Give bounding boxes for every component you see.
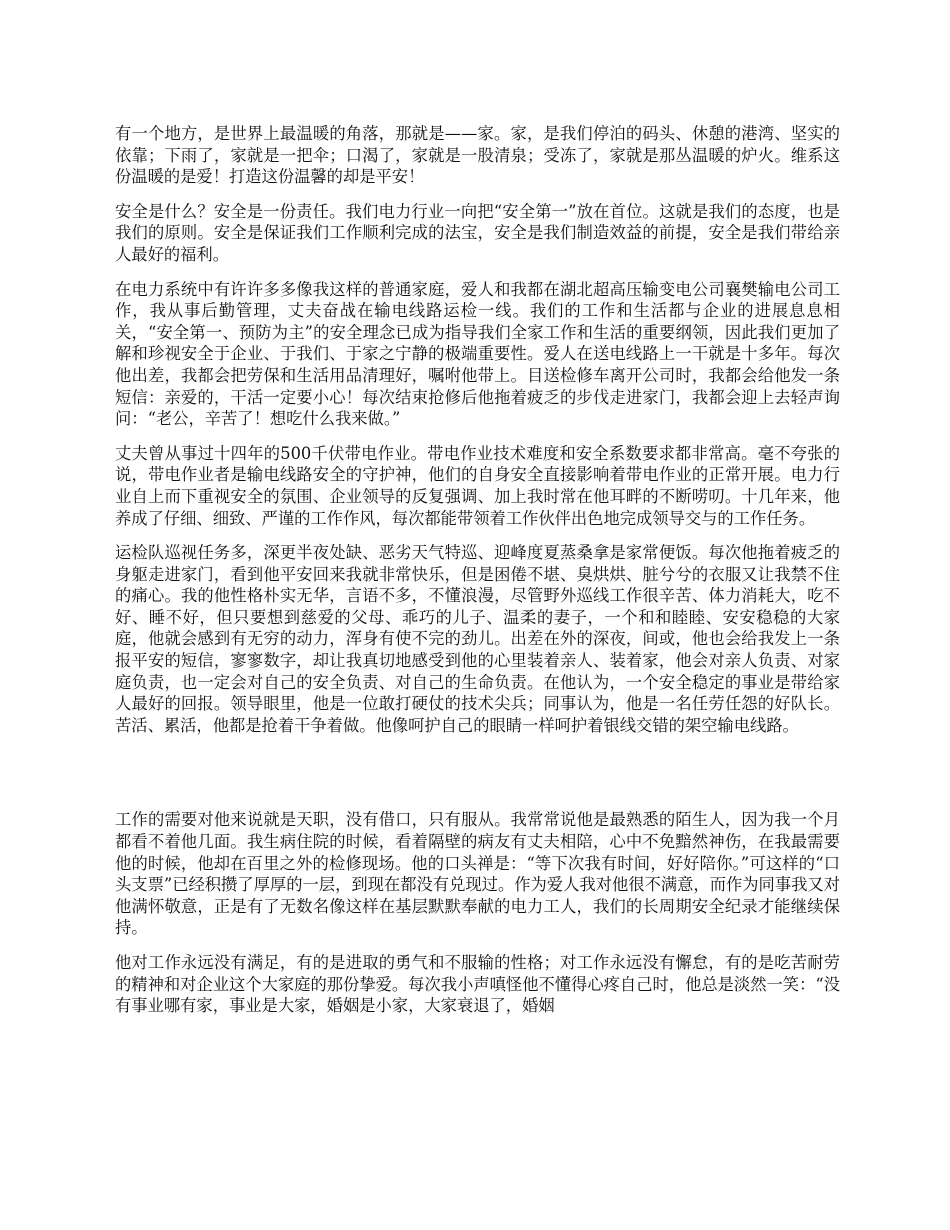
paragraph-3: 在电力系统中有许许多多像我这样的普通家庭，爱人和我都在湖北超高压输变电公司襄樊输电公司工作，我从事后勤管理，丈夫奋战在输电线路运检一线。我们的工作和生活都与企业的进展息息相关，“安全第一、预防为主”的安全理念已成为指导我们全家工作和生活的重要纲领，因此我们更加了解和珍视安全于企业、于我们、于家之宁静的极端重要性。爱人在送电线路上一干就是十多年。每次他出差，我都会把劳保和生活用品清理好，嘱咐他带上。目送检修车离开公司时，我都会给他发一条短信：亲爱的，干活一定要小心！每次结束抢修后他拖着疲乏的步伐走进家门，我都会迎上去轻声询问：“老公，辛苦了！想吃什么我来做。” bbox=[115, 279, 840, 429]
paragraph-5: 运检队巡视任务多，深更半夜处缺、恶劣天气特巡、迎峰度夏蒸桑拿是家常便饭。每次他拖着疲乏的身躯走进家门，看到他平安回来我就非常快乐，但是困倦不堪、臭烘烘、脏兮兮的衣服又让我禁不住的痛心。我的他性格朴实无华，言语不多，不懂浪漫，尽管野外巡线工作很辛苦、体力消耗大，吃不好、睡不好，但只要想到慈爱的父母、乖巧的儿子、温柔的妻子，一个和和睦睦、安安稳稳的大家庭，他就会感到有无穷的动力，浑身有使不完的劲儿。出差在外的深夜，间或，他也会给我发上一条报平安的短信，寥寥数字，却让我真切地感受到他的心里装着亲人、装着家，他会对亲人负责、对家庭负责，也一定会对自己的安全负责、对自己的生命负责。在他认为，一个安全稳定的事业是带给家人最好的回报。领导眼里，他是一位敢打硬仗的技术尖兵；同事认为，他是一名任劳任怨的好队长。苦活、累活，他都是抢着干争着做。他像呵护自己的眼睛一样呵护着银线交错的架空输电线路。 bbox=[115, 543, 840, 735]
paragraph-2: 安全是什么？安全是一份责任。我们电力行业一向把“安全第一”放在首位。这就是我们的态度，也是我们的原则。安全是保证我们工作顺利完成的法宝，安全是我们制造效益的前提，安全是我们带给亲人最好的福利。 bbox=[115, 201, 840, 264]
paragraph-6: 工作的需要对他来说就是天职，没有借口，只有服从。我常常说他是最熟悉的陌生人，因为我一个月都看不着他几面。我生病住院的时候，看着隔壁的病友有丈夫相陪，心中不免黯然神伤，在我最需要他的时候，他却在百里之外的检修现场。他的口头禅是：“等下次我有时间，好好陪你。”可这样的“口头支票”已经积攒了厚厚的一层，到现在都没有兑现过。作为爱人我对他很不满意，而作为同事我又对他满怀敬意，正是有了无数名像这样在基层默默奉献的电力工人，我们的长周期安全纪录才能继续保持。 bbox=[115, 810, 840, 938]
paragraph-7: 他对工作永远没有满足，有的是进取的勇气和不服输的性格；对工作永远没有懈怠，有的是吃苦耐劳的精神和对企业这个大家庭的那份挚爱。每次我小声嗔怪他不懂得心疼自己时，他总是淡然一笑：“没有事业哪有家，事业是大家，婚姻是小家，大家衰退了，婚姻 bbox=[115, 953, 840, 1016]
paragraph-1: 有一个地方，是世界上最温暖的角落，那就是——家。家，是我们停泊的码头、休憩的港湾、坚实的依靠；下雨了，家就是一把伞；口渴了，家就是一股清泉；受冻了，家就是那丛温暖的炉火。维系这份温暖的是爱！打造这份温馨的却是平安！ bbox=[115, 124, 840, 187]
section-gap bbox=[115, 749, 840, 809]
document-page bbox=[115, 123, 840, 1030]
paragraph-4: 丈夫曾从事过十四年的500千伏带电作业。带电作业技术难度和安全系数要求都非常高。毫不夸张的说，带电作业者是输电线路安全的守护神，他们的自身安全直接影响着带电作业的正常开展。电力行业自上而下重视安全的氛围、企业领导的反复强调、加上我时常在他耳畔的不断唠叨。十几年来，他养成了仔细、细致、严谨的工作作风，每次都能带领着工作伙伴出色地完成领导交与的工作任务。 bbox=[115, 443, 840, 528]
